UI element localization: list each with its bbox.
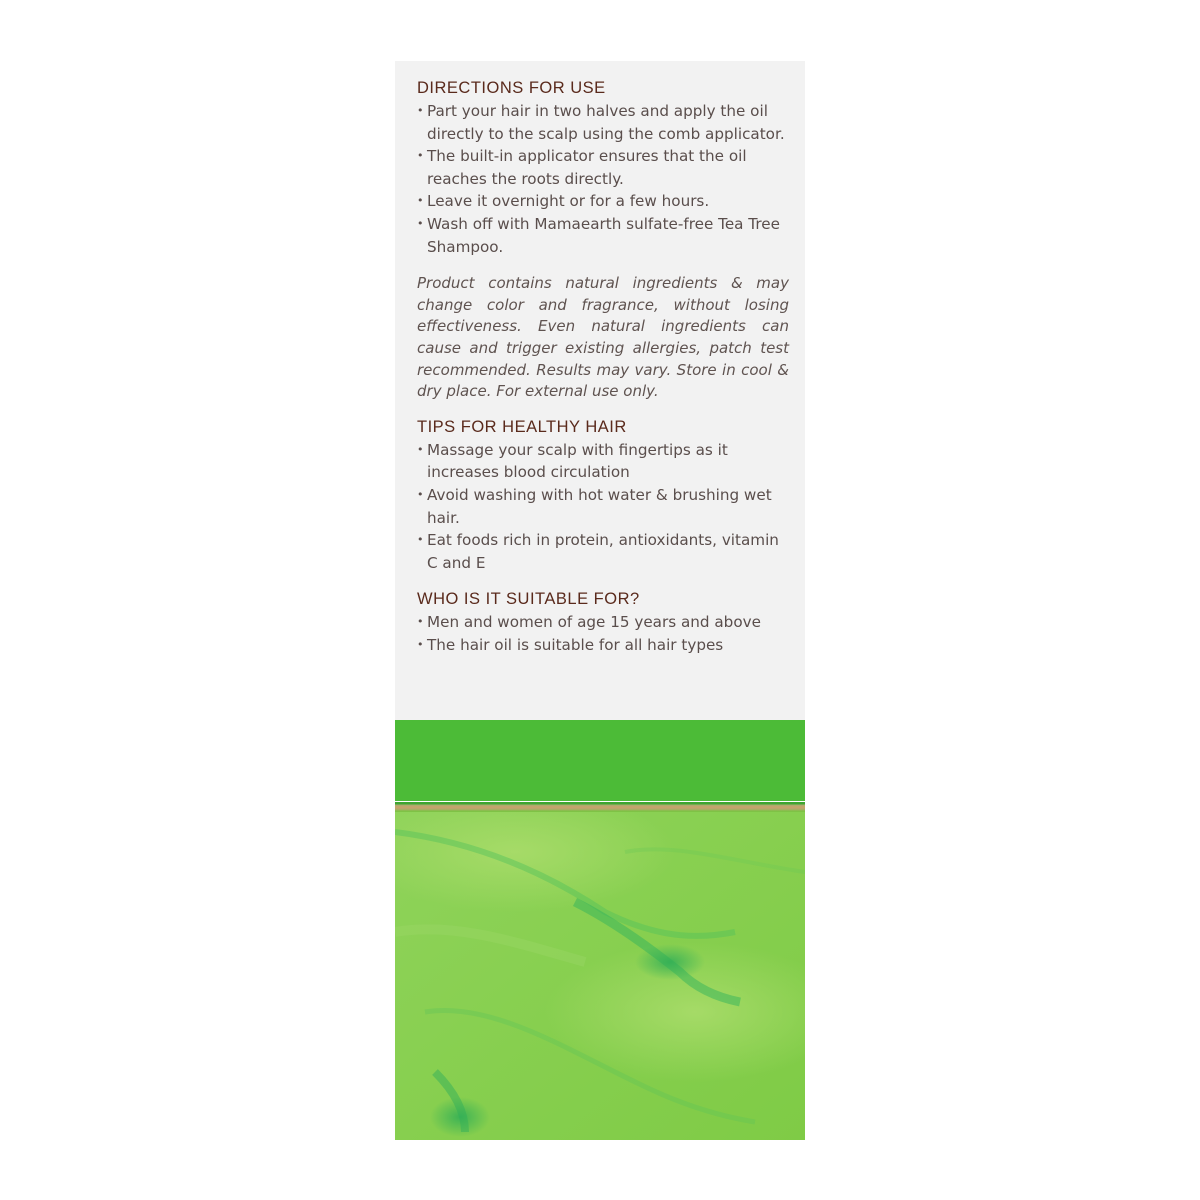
label-content (417, 79, 789, 656)
suitable-list (417, 611, 789, 656)
disclaimer-text: Product contains natural ingredients & may change color and fragrance, without losing effectiveness. Even natural ingredients can cause and trigger existing allergies, patch test recommended. Results may vary. Store in cool & dry place. For external use only. (417, 274, 789, 401)
green-marble-area (395, 812, 805, 1140)
suitable-heading: WHO IS IT SUITABLE FOR? (417, 590, 640, 609)
directions-heading: DIRECTIONS FOR USE (417, 79, 606, 97)
list-item: • Leave it overnight or for a few hours. (417, 190, 789, 213)
list-item: • Massage your scalp with fingertips as it increases blood circulation (417, 439, 789, 484)
directions-list (417, 100, 789, 258)
list-item: • Avoid washing with hot water & brushing wet hair. (417, 484, 789, 529)
list-item: • The hair oil is suitable for all hair types (417, 634, 789, 657)
list-item: • The built-in applicator ensures that the oil reaches the roots directly. (417, 145, 789, 190)
marble-texture (395, 812, 805, 1140)
tips-section (417, 418, 789, 575)
suitable-section (417, 590, 789, 656)
tips-heading: TIPS FOR HEALTHY HAIR (417, 417, 627, 436)
text-area (395, 61, 805, 720)
green-band (395, 720, 805, 801)
list-item: • Men and women of age 15 years and above (417, 611, 789, 634)
product-box-back-panel (395, 61, 805, 1140)
gold-divider-line (395, 802, 805, 812)
list-item: • Part your hair in two halves and apply the oil directly to the scalp using the comb applicator. (417, 100, 789, 145)
list-item: • Eat foods rich in protein, antioxidants, vitamin C and E (417, 529, 789, 574)
tips-list (417, 439, 789, 575)
list-item: • Wash off with Mamaearth sulfate-free Tea Tree Shampoo. (417, 213, 789, 258)
